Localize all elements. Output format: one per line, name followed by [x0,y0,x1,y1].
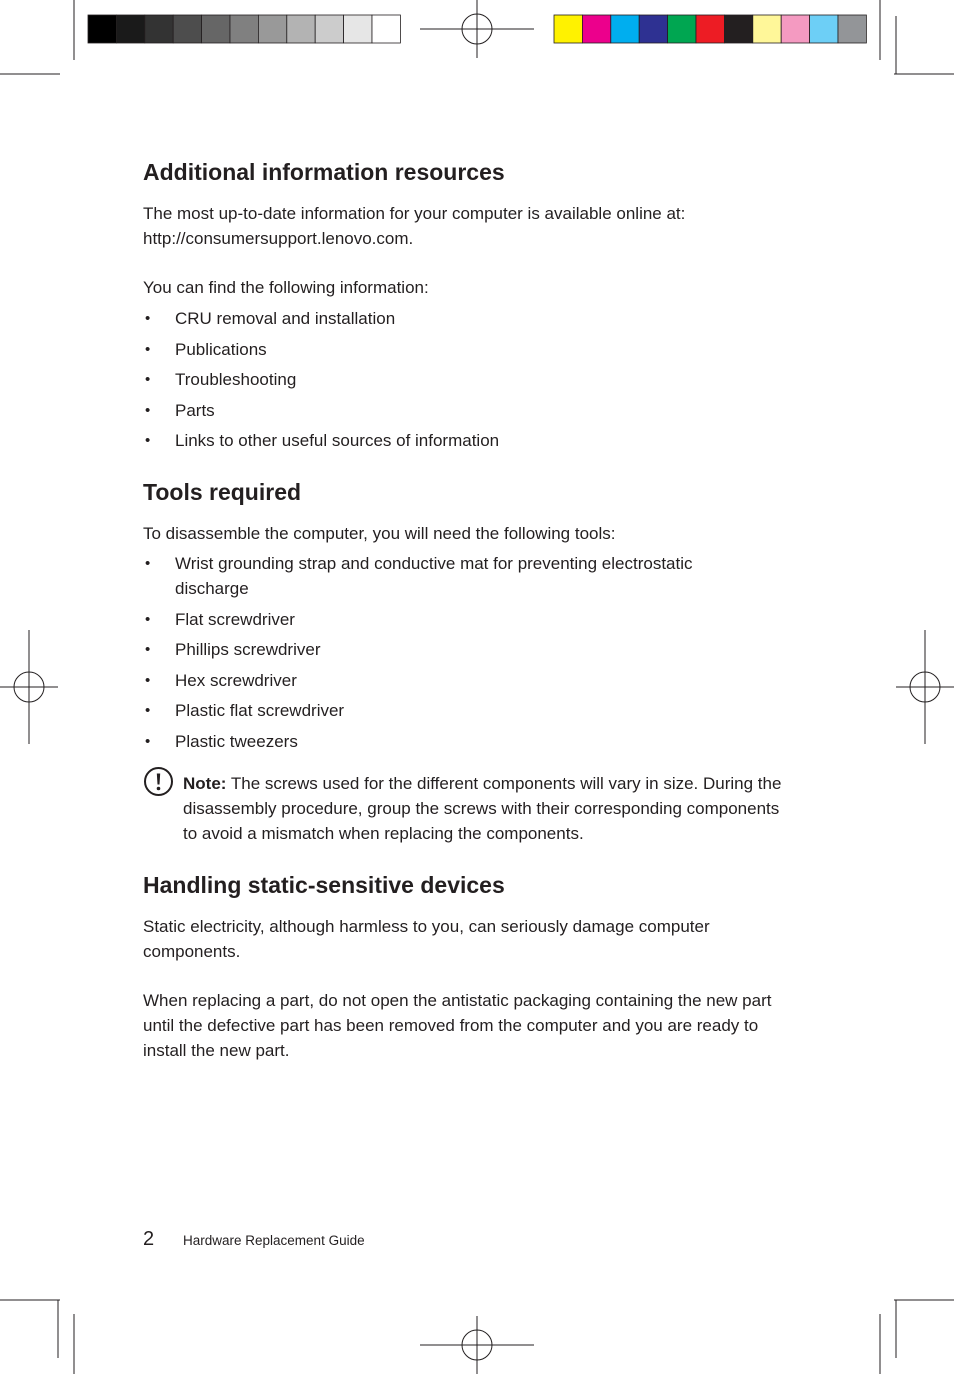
list-item: • CRU removal and installation [143,306,783,331]
list-item: • Wrist grounding strap and conductive mat for preventing electrostatic discharge [143,551,743,601]
static-para-2: When replacing a part, do not open the antistatic packaging containing the new part until the defective part has been removed from the computer and you are ready to install the new part. [143,991,772,1060]
grayscale-calibration-bar [88,15,400,43]
static-para-1: Static electricity, although harmless to you, can seriously damage computer components. [143,917,710,961]
color-swatch [372,15,400,43]
color-swatch [639,15,667,43]
exclamation-icon [143,766,174,797]
color-swatch [582,15,610,43]
tools-list [143,551,743,759]
resources-heading: Additional information resources [143,159,505,185]
color-swatch [145,15,173,43]
color-swatch [838,15,866,43]
color-swatch [554,15,582,43]
list-item: • Flat screwdriver [143,607,743,632]
note-body: The screws used for the different components will vary in size. During the disassembly procedure, group the screws with their corresponding components to avoid a mismatch when replacing the components. [183,774,782,843]
resources-intro: The most up-to-date information for your computer is available online at: http://consumersupport.lenovo.com. [143,204,686,248]
color-swatch [810,15,838,43]
list-item: • Plastic tweezers [143,729,743,754]
list-item: • Phillips screwdriver [143,637,743,662]
color-swatch [116,15,144,43]
color-swatch [724,15,752,43]
page-number: 2 [143,1228,155,1250]
color-calibration-bar [554,15,866,43]
tools-intro: To disassemble the computer, you will need the following tools: [143,524,616,543]
footer-guide-title: Hardware Replacement Guide [183,1233,365,1248]
resources-list-intro: You can find the following information: [143,278,429,297]
list-item: • Hex screwdriver [143,668,743,693]
color-swatch [611,15,639,43]
color-swatch [173,15,201,43]
color-swatch [753,15,781,43]
color-swatch [781,15,809,43]
color-swatch [315,15,343,43]
list-item: • Links to other useful sources of information [143,428,783,453]
list-item: • Troubleshooting [143,367,783,392]
note-label: Note: [183,774,227,793]
color-swatch [230,15,258,43]
color-swatch [287,15,315,43]
list-item: • Plastic flat screwdriver [143,698,743,723]
color-swatch [668,15,696,43]
color-swatch [696,15,724,43]
color-swatch [258,15,286,43]
resources-list [143,306,783,459]
static-heading: Handling static-sensitive devices [143,872,505,898]
list-item: • Publications [143,337,783,362]
color-swatch [88,15,116,43]
list-item: • Parts [143,398,783,423]
tools-heading: Tools required [143,479,302,505]
color-swatch [202,15,230,43]
color-swatch [344,15,372,43]
note-text [183,771,783,846]
